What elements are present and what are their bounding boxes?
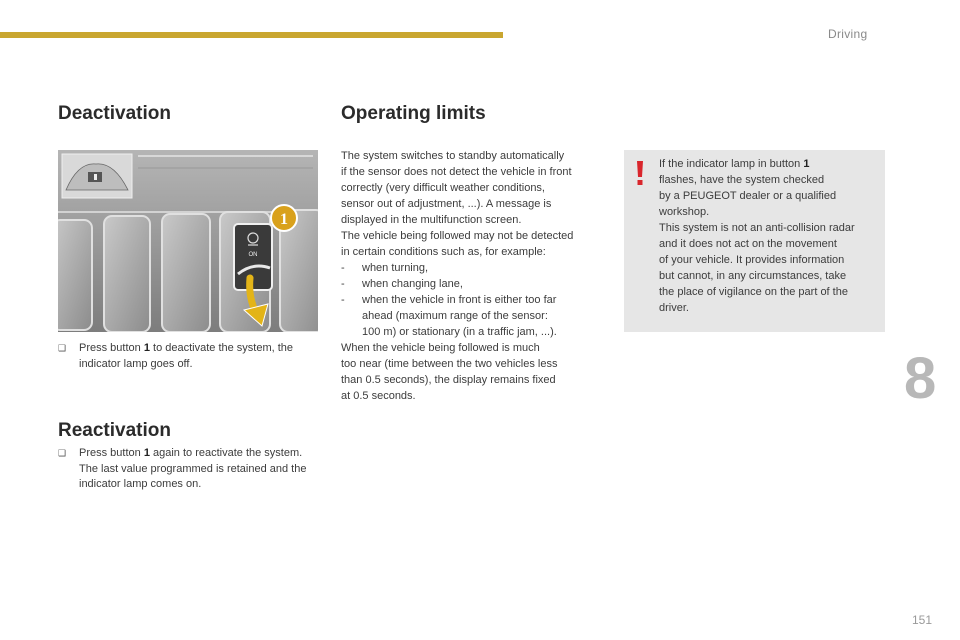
warning-text: If the indicator lamp in button 1 flashes, have the system checked by a PEUGEOT dealer or a qualified workshop. This system is not an anti-collision radar and it does not act on the movement of your vehicle. It provides information but cannot, in any circumstances, take the place of vigilance on the part of the driver. [659,158,855,314]
deactivation-title: Deactivation [58,103,171,124]
accent-bar [0,32,503,38]
bullet-icon: ❑ [58,343,67,353]
bullet-icon: ❑ [58,448,67,458]
chapter-number: 8 [904,346,937,411]
deactivation-instruction: ❑ Press button 1 to deactivate the system, the indicator lamp goes off. [58,342,294,370]
dashboard-button-illustration [58,150,318,332]
operating-limits-body: The system switches to standby automatically if the sensor does not detect the vehicle in front correctly (very difficult weather conditions, sensor out of adjustment, ...). A message is displayed in the multifunction screen. The vehicle being followed may not be detected in certain conditions such as, for example: - when turning, - when changing lane, - when the vehicle in front is either too far ahead (maximum range of the sensor: 100 m) or stationary (in a traffic jam, ...). When the vehicle being followed is much too near (time between the two vehicles less than 0.5 seconds), the display remains fixed at 0.5 seconds. [341,148,607,404]
exclamation-icon [636,161,644,185]
operating-limits-title: Operating limits [341,103,486,124]
page-number: 151 [912,613,933,627]
list-item: - when the vehicle in front is either too far [341,294,557,306]
list-item: - when turning, [341,262,429,274]
section-label: Driving [828,27,868,41]
reactivation-instruction: ❑ Press button 1 again to reactivate the system. The last value programmed is retained and the indicator lamp comes on. [58,447,307,490]
warning-box [624,150,885,332]
callout-number: 1 [280,211,288,228]
list-item: - when changing lane, [341,278,463,290]
button-on-label: ON [248,252,258,258]
reactivation-title: Reactivation [58,420,171,441]
